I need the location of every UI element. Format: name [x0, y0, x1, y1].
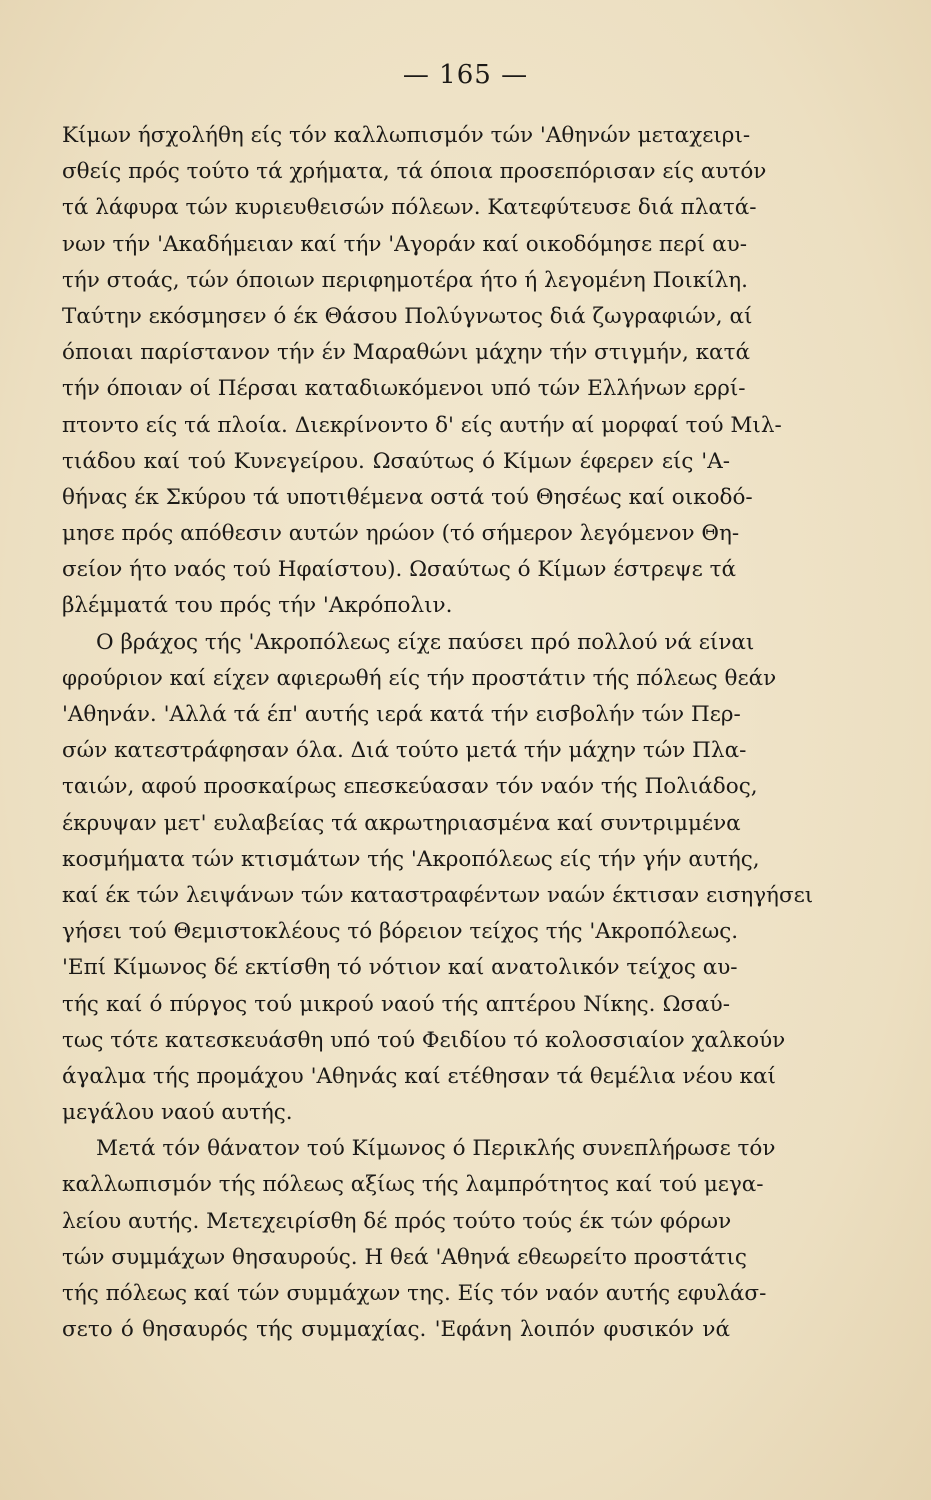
text-line: πτοντο είς τά πλοία. Διεκρίνοντο δ' είς αυτήν αί μορφαί τού Μιλ- [62, 412, 782, 438]
text-line: σών κατεστράφησαν όλα. Διά τούτο μετά τήν μάχην τών Πλα- [62, 738, 747, 764]
text-line: τών συμμάχων θησαυρούς. Η θεά 'Αθηνά εθεωρείτο προστάτις [62, 1244, 747, 1270]
text-line: τως τότε κατεσκευάσθη υπό τού Φειδίου τό κολοσσιαίον χαλκούν [62, 1027, 786, 1053]
text-line: Ταύτην εκόσμησεν ό έκ Θάσου Πολύγνωτος διά ζωγραφιών, αί [62, 303, 753, 329]
text-line: τής καί ό πύργος τού μικρού ναού τής απτέρου Νίκης. Ωσαύ- [62, 991, 730, 1017]
paragraph-start: Ο βράχος τής 'Ακροπόλεως είχε παύσει πρό πολλού νά είναι [96, 629, 755, 655]
text-line: θήνας έκ Σκύρου τά υποτιθέμενα οστά τού Θησέως καί οικοδό- [62, 484, 753, 510]
text-line: μησε πρός απόθεσιν αυτών ηρώον (τό σήμερον λεγόμενον Θη- [62, 521, 740, 547]
text-line: φρούριον καί είχεν αφιερωθή είς τήν προστάτιν τής πόλεως θεάν [62, 665, 777, 691]
text-line: 'Επί Κίμωνος δέ εκτίσθη τό νότιον καί ανατολικόν τείχος αυ- [62, 955, 738, 981]
text-line: βλέμματά του πρός τήν 'Ακρόπολιν. [62, 593, 453, 619]
text-line: τιάδου καί τού Κυνεγείρου. Ωσαύτως ό Κίμων έφερεν είς 'Α- [62, 448, 730, 474]
text-line: τά λάφυρα τών κυριευθεισών πόλεων. Κατεφύτευσε διά πλατά- [62, 195, 757, 221]
text-line: έκρυψαν μετ' ευλαβείας τά ακρωτηριασμένα καί συντριμμένα [62, 810, 741, 836]
text-line: νων τήν 'Ακαδήμειαν καί τήν 'Αγοράν καί οικοδόμησε περί αυ- [62, 231, 747, 257]
text-line: τήν όποιαν οί Πέρσαι καταδιωκόμενοι υπό τών Ελλήνων ερρί- [62, 376, 746, 402]
text-line: ταιών, αφού προσκαίρως επεσκεύασαν τόν ναόν τής Πολιάδος, [62, 774, 758, 800]
text-line: Κίμων ήσχολήθη είς τόν καλλωπισμόν τών 'Αθηνών μεταχειρι- [62, 123, 751, 148]
text-line: κοσμήματα τών κτισμάτων τής 'Ακροπόλεως είς τήν γήν αυτής, [62, 846, 760, 872]
text-line: γήσει τού Θεμιστοκλέους τό βόρειον τείχος τής 'Ακροπόλεως. [62, 919, 739, 945]
body-text [62, 118, 814, 1348]
paragraph-start: Μετά τόν θάνατον τού Κίμωνος ό Περικλής συνεπλήρωσε τόν [96, 1136, 776, 1162]
text-line: σείον ήτο ναός τού Ηφαίστου). Ωσαύτως ό Κίμων έστρεψε τά [62, 557, 736, 583]
text-line: καί έκ τών λειψάνων τών καταστραφέντων ναών έκτισαν εισηγήσει [62, 882, 814, 908]
text-line: άγαλμα τής προμάχου 'Αθηνάς καί ετέθησαν τά θεμέλια νέου καί [62, 1063, 776, 1089]
text-line: μεγάλου ναού αυτής. [62, 1100, 293, 1126]
text-line: σθείς πρός τούτο τά χρήματα, τά όποια προσεπόρισαν είς αυτόν [62, 159, 767, 185]
text-line: τής πόλεως καί τών συμμάχων της. Είς τόν ναόν αυτής εφυλάσ- [62, 1281, 767, 1306]
text-line: λείου αυτής. Μετεχειρίσθη δέ πρός τούτο τούς έκ τών φόρων [62, 1208, 732, 1234]
text-line: καλλωπισμόν τής πόλεως αξίως τής λαμπρότητος καί τού μεγα- [62, 1172, 764, 1198]
text-line: σετο ό θησαυρός τής συμμαχίας. 'Εφάνη λοιπόν φυσικόν νά [62, 1317, 730, 1343]
text-line: 'Αθηνάν. 'Αλλά τά έπ' αυτής ιερά κατά τήν εισβολήν τών Περ- [62, 702, 741, 727]
page-number: — 165 — [402, 60, 529, 90]
text-line: τήν στοάς, τών όποιων περιφημοτέρα ήτο ή λεγομένη Ποικίλη. [62, 267, 748, 293]
text-line: όποιαι παρίστανον τήν έν Μαραθώνι μάχην τήν στιγμήν, κατά [62, 340, 750, 366]
